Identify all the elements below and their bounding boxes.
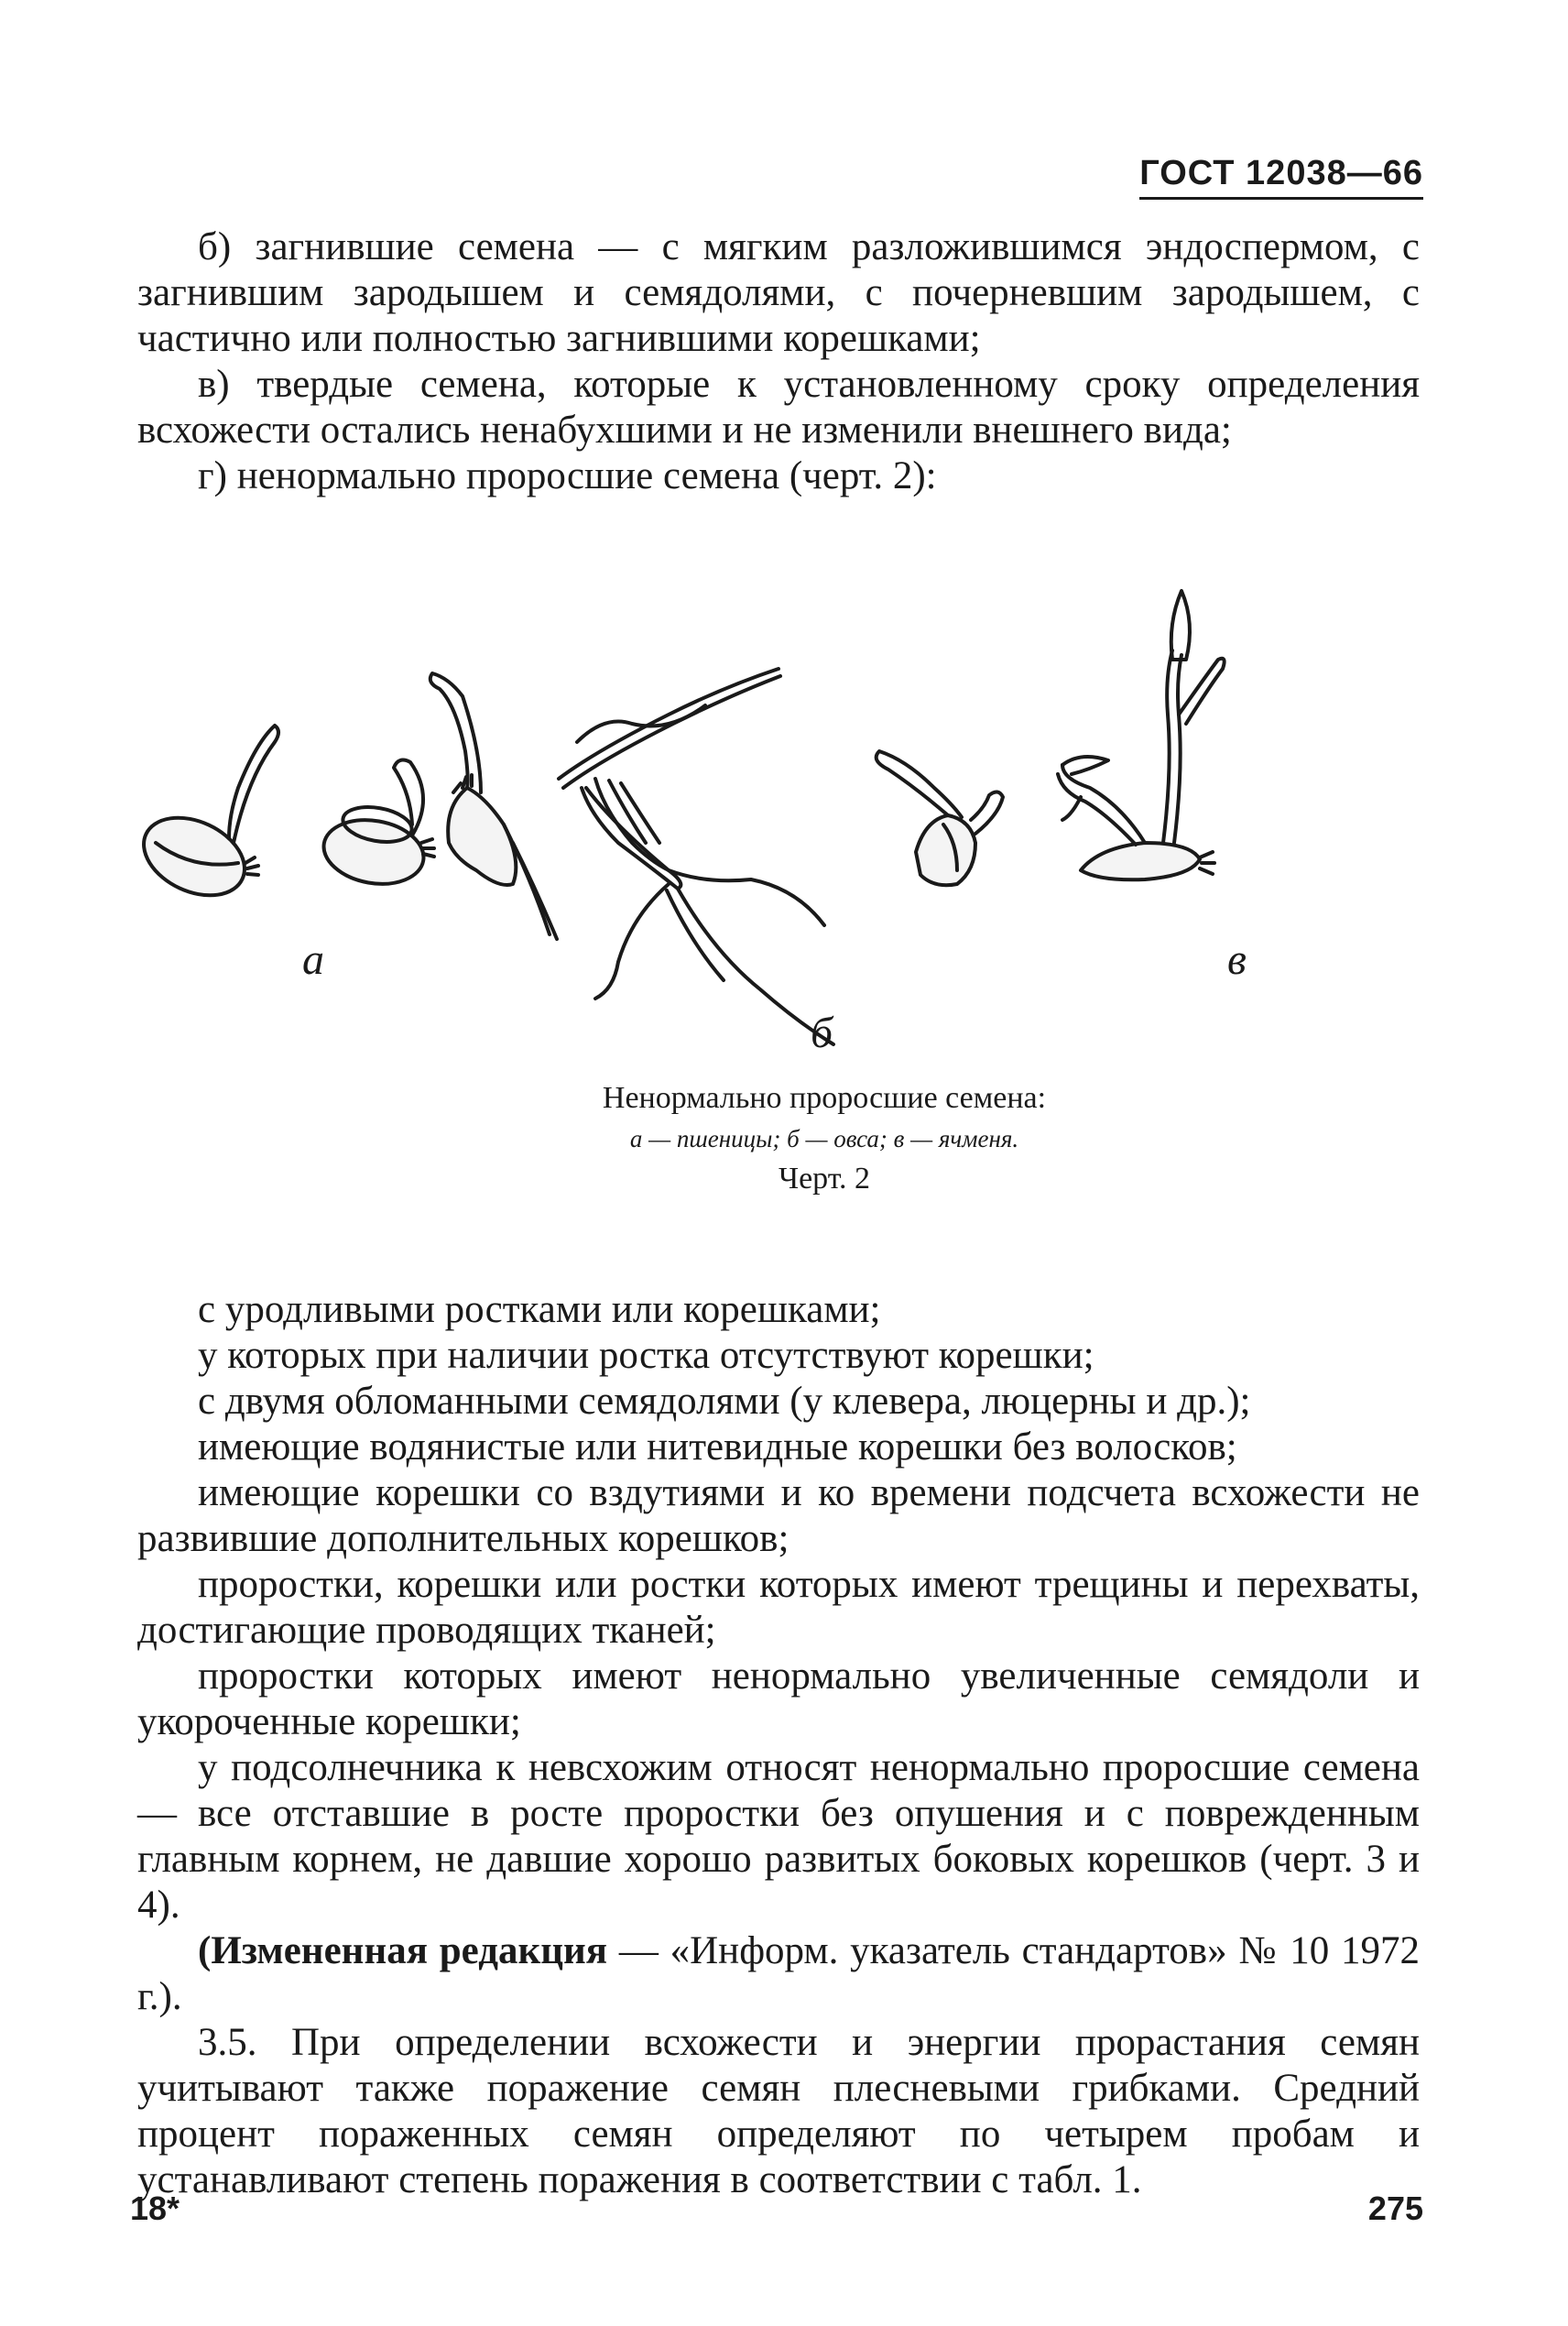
paragraph-amendment: [137, 1928, 1420, 2020]
wheat-seedling-1-illustration: [131, 726, 278, 911]
figure-label-v: в: [1227, 935, 1247, 984]
wheat-seedling-2-illustration: [319, 760, 434, 891]
barley-seedling-1-illustration: [877, 751, 1003, 885]
paragraph-hard-seeds: в) твердые семена, которые к установленному сроку определения всхожести остались ненабухшими и не изменили внешнего вида;: [137, 363, 1420, 452]
paragraph-abnormal-seeds: г) ненормально проросшие семена (черт. 2):: [198, 454, 937, 497]
paragraph-enlarged-cotyledons: проростки которых имеют ненормально увеличенные семядоли и укороченные корешки;: [137, 1654, 1420, 1743]
paragraph-swollen-roots: имеющие корешки со вздутиями и ко времени подсчета всхожести не развившие дополнительных корешков;: [137, 1471, 1420, 1560]
document-header-code: ГОСТ 12038—66: [1139, 154, 1423, 200]
figure-caption-number: Черт. 2: [778, 1162, 871, 1196]
top-text-block: [137, 224, 1420, 499]
paragraph-rotten-seeds: б) загнившие семена — с мягким разложившимся эндоспермом, с загнившим зародышем и семядолями, с почерневшим зародышем, с частично или полностью загнившими корешками;: [137, 225, 1420, 360]
paragraph-cracked-sprouts: проростки, корешки или ростки которых имеют трещины и перехваты, достигающие проводящих тканей;: [137, 1563, 1420, 1652]
oat-seedling-2-illustration: [559, 669, 833, 1044]
figure-label-b: б: [811, 1009, 833, 1057]
paragraph-watery-roots: имеющие водянистые или нитевидные корешки без волосков;: [198, 1425, 1237, 1469]
footer-signature-mark: 18*: [130, 2189, 180, 2227]
paragraph-no-roots: у которых при наличии ростка отсутствуют корешки;: [198, 1334, 1094, 1377]
seedlings-drawing: [119, 568, 1447, 1063]
oat-seedling-1-illustration: [430, 673, 557, 939]
amendment-bold-text: (Измененная редакция: [198, 1929, 608, 1972]
bottom-text-block: [137, 1287, 1420, 2203]
figure-caption-legend: а — пшеницы; б — овса; в — ячменя.: [629, 1125, 1019, 1152]
page-number: 275: [1367, 2189, 1423, 2227]
paragraph-deformed-shoots: с уродливыми ростками или корешками;: [198, 1288, 881, 1331]
amendment-rest-text: — «Информ. указатель стандартов» № 10 1972 г.).: [137, 1929, 1421, 2018]
figure-abnormal-seedlings: [119, 568, 1447, 1063]
paragraph-broken-cotyledons: с двумя обломанными семядолями (у клевера, люцерны и др.);: [198, 1380, 1251, 1423]
barley-seedling-2-illustration: [1058, 591, 1225, 879]
figure-label-a: а: [302, 935, 324, 984]
paragraph-section-3-5: 3.5. При определении всхожести и энергии прорастания семян учитывают также поражение семян плесневыми грибками. Средний процент пораженных семян определяют по четырем пробам и устанавливают степень поражения в соответствии с табл. 1.: [137, 2021, 1420, 2201]
figure-caption-title: Ненормально проросшие семена:: [602, 1081, 1047, 1115]
paragraph-sunflower: у подсолнечника к невсхожим относят ненормально проросшие семена — все отставшие в росте проростки без опушения и с поврежденным главным корнем, не давшие хорошо развитых боковых корешков (черт. 3 и 4).: [137, 1746, 1420, 1927]
